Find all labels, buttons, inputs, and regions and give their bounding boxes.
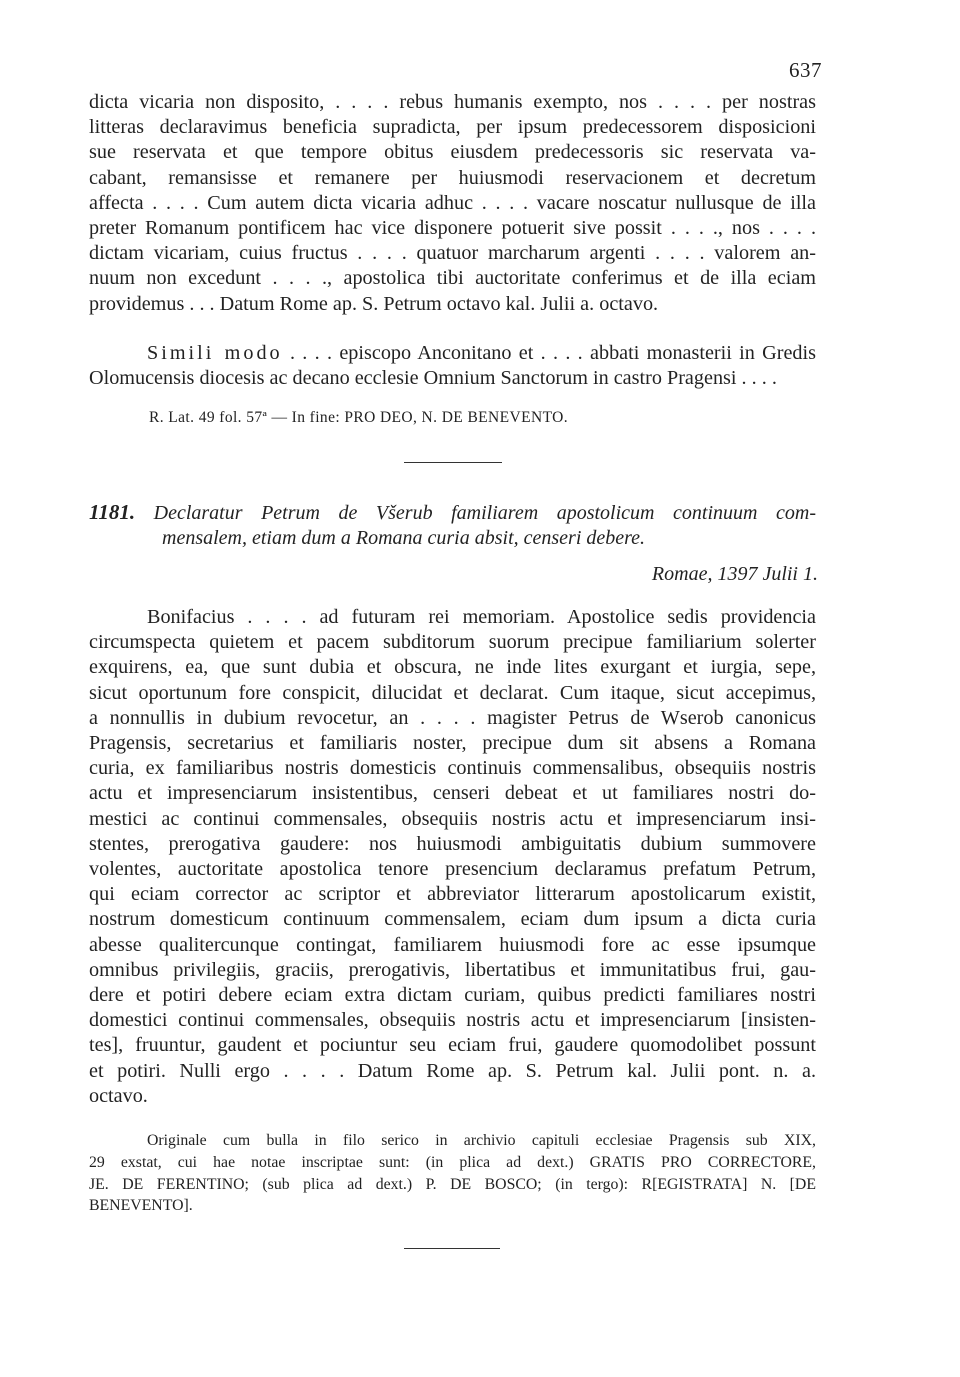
text-line: sicut oportunum fore conspicit, dilucidat et declarat. Cum itaque, sicut accepimus, xyxy=(89,681,816,704)
paragraph-simili-modo xyxy=(89,341,816,391)
heading-text: Declaratur Petrum de Všerub familiarem apostolicum continuum com- xyxy=(135,502,816,524)
heading-line: mensalem, etiam dum a Romana curia absit, censeri debere. xyxy=(162,527,646,549)
text-line: sue reservata et que tempore obitus eiusdem predecessoris sic reservata va- xyxy=(89,141,816,164)
page-number: 637 xyxy=(789,58,822,82)
text-line xyxy=(89,341,816,366)
document-number: 1181. xyxy=(89,500,136,524)
text-line: et potiri. Nulli ergo . . . . Datum Rome ap. S. Petrum kal. Julii pont. n. a. xyxy=(89,1059,816,1082)
heading-line xyxy=(89,500,816,526)
document-heading xyxy=(89,500,816,551)
text-line: Pragensis, secretarius et familiaris noster, precipue dum sit absens a Romana xyxy=(89,732,816,755)
text-line: Olomucensis diocesis ac decano ecclesie Omnium Sanctorum in castro Pragensi . . . . xyxy=(89,367,777,390)
section-divider xyxy=(404,1248,500,1249)
text-line: octavo. xyxy=(89,1084,148,1107)
footnote-line: 29 exstat, cui hae notae inscriptae sunt: (in plica ad dext.) GRATIS PRO CORRECTORE, xyxy=(89,1153,816,1171)
text-line: exquirens, ea, que sunt dubia et obscura, ne inde lites exurgant et iurgia, sepe, xyxy=(89,656,816,679)
text-line: volentes, auctoritate apostolica tenore presencium declaramus prefatum Petrum, xyxy=(89,858,816,881)
text-line: Bonifacius . . . . ad futuram rei memoriam. Apostolice sedis providencia xyxy=(147,606,816,628)
footnote xyxy=(89,1130,816,1217)
footnote-line: BENEVENTO]. xyxy=(89,1197,193,1215)
text-line: dere et potiri debere eciam extra dictam curiam, quibus predicti familiares nostri xyxy=(89,984,816,1007)
text-line: stentes, prerogativa gaudere: nos huiusmodi ambiguitatis dubium summovere xyxy=(89,832,816,855)
text-fragment: . . . . episcopo Anconitano et . . . . abbati monasterii in Gredis xyxy=(282,342,816,364)
text-line: domestici continui commensales, obsequiis nostris actu et impresenciarum [insisten- xyxy=(89,1009,816,1032)
text-line: abesse qualitercunque contingat, familiarem huiusmodi fore ac esse ipsumque xyxy=(89,933,816,956)
register-note: R. Lat. 49 fol. 57ª — In fine: PRO DEO, N. DE BENEVENTO. xyxy=(149,409,569,426)
text-line: nostrum domesticum continuum commensalem, eciam dum ipsum a dicta curia xyxy=(89,908,816,931)
text-line: litteras declaravimus beneficia supradicta, per ipsum predecessorem disposicioni xyxy=(89,116,816,139)
footnote-line: Originale cum bulla in filo serico in archivio capituli ecclesiae Pragensis sub XIX, xyxy=(147,1132,816,1149)
text-line: omnibus privilegiis, graciis, prerogativis, libertatibus et immunitatibus frui, gau- xyxy=(89,958,816,981)
paragraph-previous-document-end xyxy=(89,90,816,317)
section-divider xyxy=(404,462,502,463)
text-line: preter Romanum pontificem hac vice disponere potuerit sive possit . . . ., nos . . . . xyxy=(89,217,816,240)
document-body xyxy=(89,605,816,1109)
dateline: Romae, 1397 Julii 1. xyxy=(651,563,818,585)
text-line: circumspecta quietem et pacem subditorum suorum precipue familiarium solerter xyxy=(89,631,816,654)
text-line: dicta vicaria non disposito, . . . . rebus humanis exempto, nos . . . . per nostras xyxy=(89,91,816,113)
footnote-line: JE. DE FERENTINO; (sub plica ad dext.) P. DE BOSCO; (in tergo): R[EGISTRATA] N. [DE xyxy=(89,1175,816,1193)
text-line: tes], fruuntur, gaudent et pociuntur seu eciam frui, gaudere quomodolibet possunt xyxy=(89,1034,816,1057)
text-line: curia, ex familiaribus nostris domesticis continuis commensalibus, obsequiis nostris xyxy=(89,757,816,780)
simili-modo-phrase: Simili modo xyxy=(147,342,283,364)
text-line: actu et impresenciarum insistentibus, censeri debeat et ut familiares nostri do- xyxy=(89,782,816,805)
text-line: affecta . . . . Cum autem dicta vicaria adhuc . . . . vacare noscatur nullusque de illa xyxy=(89,191,816,214)
text-line: mestici ac continui commensales, obsequiis nostris actu et impresenciarum insi- xyxy=(89,807,816,830)
text-line: dictam vicariam, cuius fructus . . . . quatuor marcharum argenti . . . . valorem an- xyxy=(89,242,816,265)
text-line: providemus . . . Datum Rome ap. S. Petrum octavo kal. Julii a. octavo. xyxy=(89,292,659,315)
text-line: a nonnullis in dubium revocetur, an . . . . magister Petrus de Wserob canonicus xyxy=(89,706,816,729)
text-line: qui eciam corrector ac scriptor et abbreviator litterarum apostolicarum existit, xyxy=(89,883,816,906)
text-line: nuum non excedunt . . . ., apostolica tibi auctoritate conferimus et de illa eciam xyxy=(89,267,816,290)
text-line: cabant, remansisse et remanere per huiusmodi reservacionem et decretum xyxy=(89,166,816,189)
